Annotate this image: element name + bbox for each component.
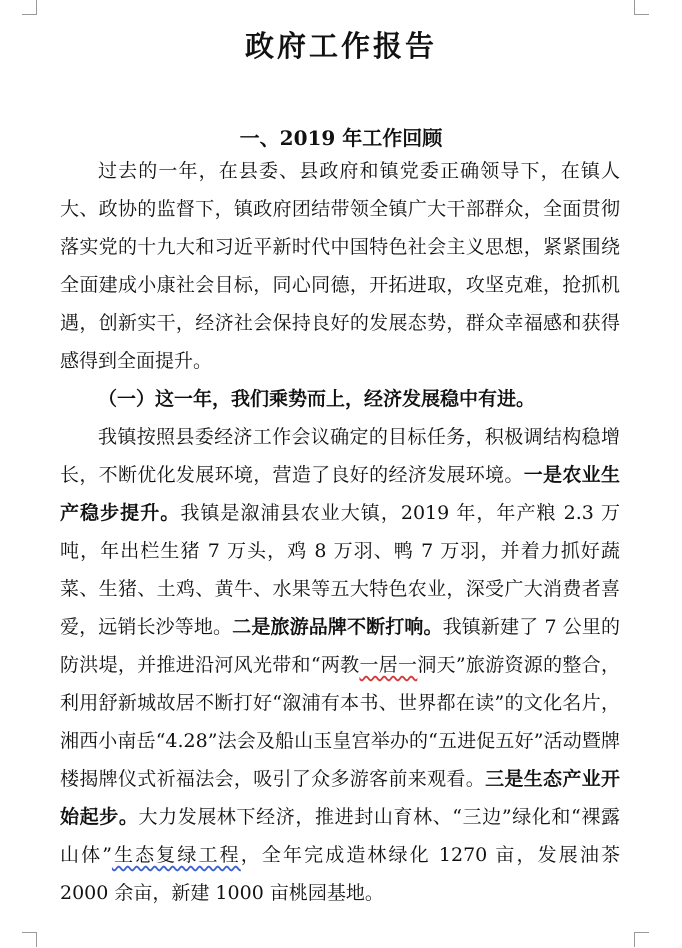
document-body bbox=[60, 152, 620, 912]
paragraph-text: 大力发展林下经济，推进封山育林、“三边”绿化和“裸露山体” bbox=[60, 806, 620, 866]
paragraph-text: 我镇是溆浦县农业大镇，2019 年，年产粮 2.3 万吨，年出栏生猪 7 万头，鸡 8 万羽、鸭 7 万羽，并着力抓好蔬菜、生猪、土鸡、黄牛、水果等五大特色农业，深受广大消费者喜爱，远销长沙等地。 bbox=[60, 502, 620, 638]
sub-heading: （一）这一年，我们乘势而上，经济发展稳中有进。 bbox=[98, 388, 536, 410]
page-corner-mark bbox=[634, 932, 649, 947]
paragraph-text: 我镇新建了 7 公里的防洪堤，并推进沿河风光带和“两教 bbox=[60, 616, 620, 676]
paragraph-text: 我镇按照县委经济工作会议确定的目标任务，积极调结构稳增长，不断优化发展环境，营造了良好的经济发展环境。 bbox=[60, 426, 620, 486]
grammar-underline: 生态复绿工程 bbox=[111, 844, 241, 866]
document-title: 政府工作报告 bbox=[244, 29, 437, 63]
bold-point-tourism: 二是旅游品牌不断打响。 bbox=[232, 616, 443, 638]
section-title: 一、2019 年工作回顾 bbox=[239, 126, 443, 150]
bold-point-agriculture: 一是农业生产稳步提升。 bbox=[60, 464, 620, 524]
paragraph-intro: 过去的一年，在县委、县政府和镇党委正确领导下，在镇人大、政协的监督下，镇政府团结带领全镇广大干部群众，全面贯彻落实党的十九大和习近平新时代中国特色社会主义思想，紧紧围绕全面建成小康社会目标，同心同德，开拓进取，攻坚克难，抢抓机遇，创新实干，经济社会保持良好的发展态势，群众幸福感和获得感得到全面提升。 bbox=[60, 160, 620, 372]
spellcheck-underline: 一居一 bbox=[359, 654, 418, 676]
page-corner-mark bbox=[634, 0, 649, 15]
paragraph-text: 洞天”旅游资源的整合，利用舒新城故居不断打好“溆浦有本书、世界都在读”的文化名片，湘西小南岳“4.28”法会及船山玉皇宫举办的“五进促五好”活动暨牌楼揭牌仪式祈福法会，吸引了众多游客前来观看。 bbox=[60, 654, 620, 790]
paragraph-text: ，全年完成造林绿化 1270 亩，发展油茶 2000 余亩，新建 1000 亩桃园基地。 bbox=[60, 844, 620, 904]
page-corner-mark bbox=[22, 0, 37, 15]
paragraph-economy bbox=[60, 418, 620, 912]
page-corner-mark bbox=[22, 932, 37, 947]
bold-point-ecology: 三是生态产业开始起步。 bbox=[60, 768, 620, 828]
